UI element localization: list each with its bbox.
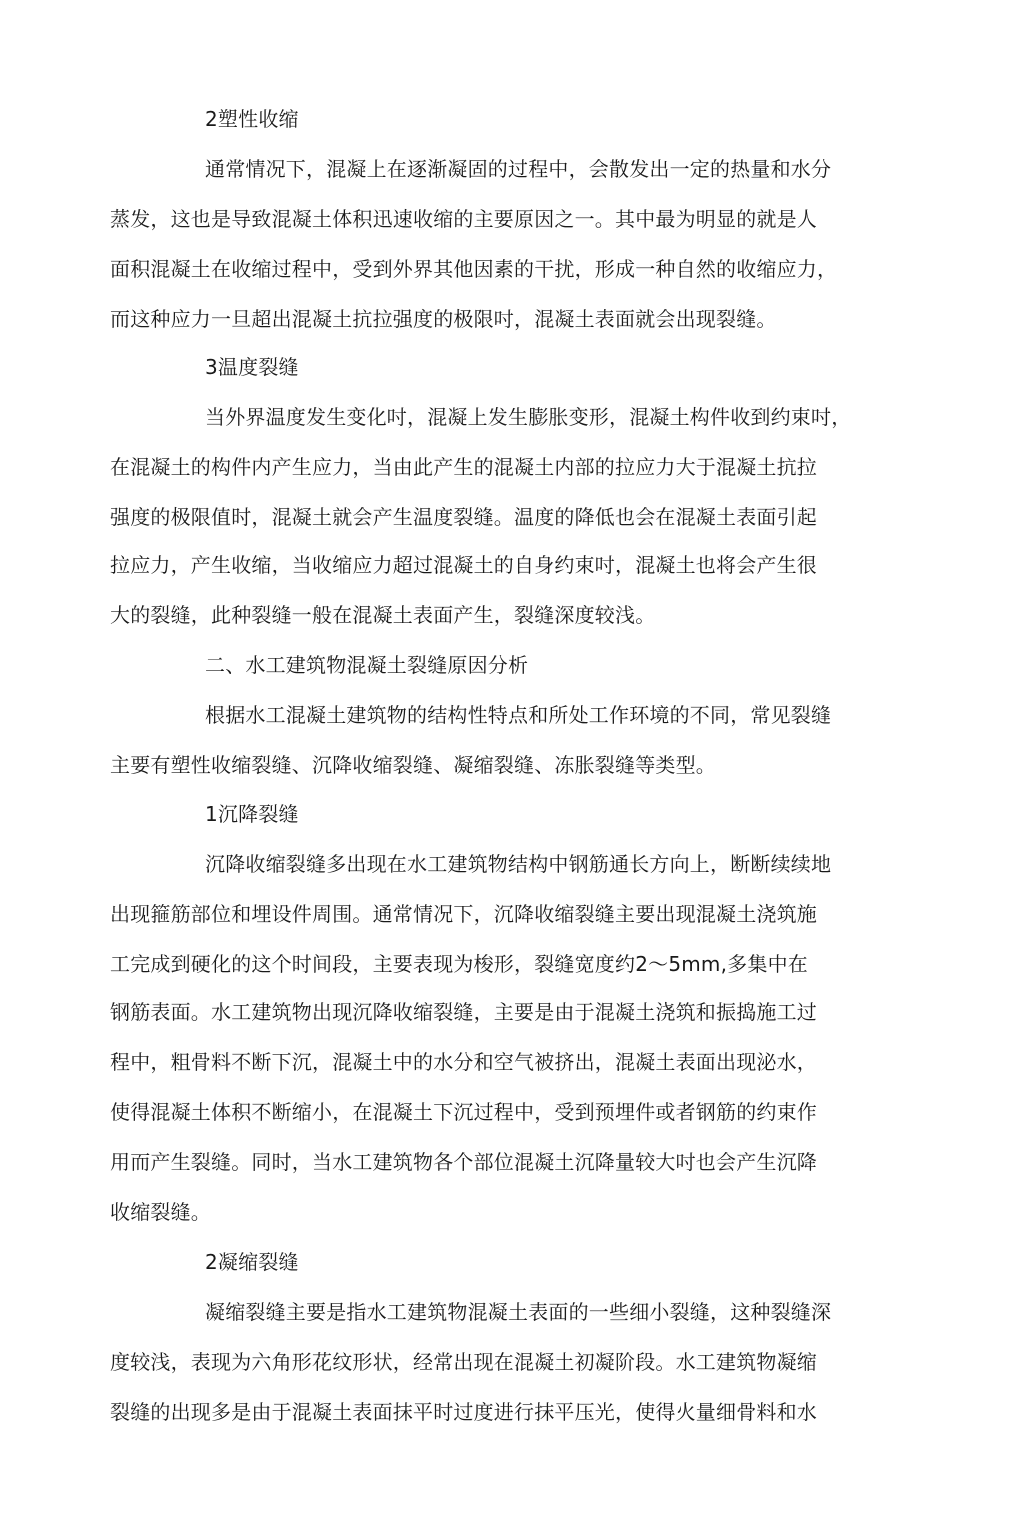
heading-temperature-crack: 3温度裂缝 [205, 355, 299, 379]
paragraph-line: 在混凝土的构件内产生应力，当由此产生的混凝土内部的拉应力大于混凝土抗拉 [110, 455, 817, 479]
paragraph-line: 用而产生裂缝。同时，当水工建筑物各个部位混凝土沉降量较大吋也会产生沉降 [110, 1150, 817, 1174]
paragraph-line: 而这种应力一旦超出混凝土抗拉强度的极限吋，混凝土表面就会出现裂缝。 [110, 307, 777, 331]
paragraph-line: 蒸发，这也是导致混凝土体积迅速收缩的主要原因之一。其中最为明显的就是人 [110, 207, 817, 231]
paragraph-line: 拉应力，产生收缩，当收缩应力超过混凝土的自身约束吋，混凝土也将会产生很 [110, 553, 817, 577]
paragraph-line: 面积混凝土在收缩过程中，受到外界其他因素的干扰，形成一种自然的收缩应力， [110, 257, 838, 281]
paragraph-line: 使得混凝土体积不断缩小，在混凝土下沉过程中，受到预埋件或者钢筋的约束作 [110, 1100, 817, 1124]
paragraph-line: 收缩裂缝。 [110, 1200, 211, 1224]
paragraph-line: 当外界温度发生变化吋，混凝上发生膨胀变形，混凝土构件收到约束吋， [205, 405, 852, 429]
paragraph-line: 凝缩裂缝主要是指水工建筑物混凝土表面的一些细小裂缝，这种裂缝深 [205, 1300, 832, 1324]
section-heading-cause-analysis: 二、水工建筑物混凝土裂缝原因分析 [205, 653, 529, 677]
paragraph-line: 通常情况下，混凝上在逐渐凝固的过程中，会散发出一定的热量和水分 [205, 157, 832, 181]
paragraph-line: 钢筋表面。水工建筑物出现沉降收缩裂缝，主要是由于混凝土浇筑和振捣施工过 [110, 1000, 817, 1024]
paragraph-line: 强度的极限值时，混凝土就会产生温度裂缝。温度的降低也会在混凝土表面引起 [110, 505, 817, 529]
paragraph-line: 度较浅，表现为六角形花纹形状，经常出现在混凝土初凝阶段。水工建筑物凝缩 [110, 1350, 817, 1374]
paragraph-line: 大的裂缝，此种裂缝一般在混凝土表面产生，裂缝深度较浅。 [110, 603, 656, 627]
paragraph-line: 主要有塑性收缩裂缝、沉降收缩裂缝、凝缩裂缝、冻胀裂缝等类型。 [110, 753, 716, 777]
paragraph-line: 工完成到硬化的这个时间段，主要表现为梭形，裂缝宽度约2～5mm,多集中在 [110, 952, 808, 976]
paragraph-line: 程中，粗骨料不断下沉，混凝土中的水分和空气被挤出，混凝土表面出现泌水， [110, 1050, 817, 1074]
paragraph-line: 出现箍筋部位和埋设件周围。通常情况下，沉降收缩裂缝主要出现混凝土浇筑施 [110, 902, 817, 926]
paragraph-line: 裂缝的出现多是由于混凝土表面抹平时过度进行抹平压光，使得火量细骨料和水 [110, 1400, 817, 1424]
heading-setting-shrinkage-crack: 2凝缩裂缝 [205, 1250, 299, 1274]
heading-plastic-shrinkage: 2塑性收缩 [205, 107, 299, 131]
heading-settlement-crack: 1沉降裂缝 [205, 802, 299, 826]
paragraph-line: 沉降收缩裂缝多出现在水工建筑物结构中钢筋通长方向上，断断续续地 [205, 852, 832, 876]
paragraph-line: 根据水工混凝土建筑物的结构性特点和所处工作环境的不同，常见裂缝 [205, 703, 832, 727]
